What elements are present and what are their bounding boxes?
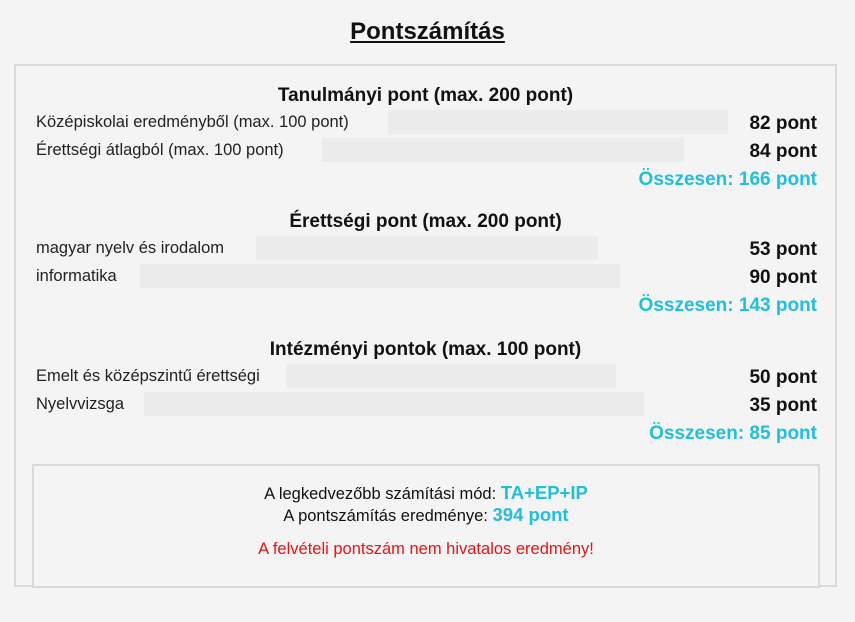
row-label: informatika (36, 267, 117, 285)
score-result-label: A pontszámítás eredménye: (283, 507, 488, 525)
row-label: Középiskolai eredményből (max. 100 pont) (36, 113, 349, 131)
section-institutional-points (16, 336, 835, 448)
row-value: 53 pont (749, 239, 817, 260)
score-row (36, 392, 817, 420)
section-total: Összesen: 143 pont (638, 295, 817, 316)
disclaimer-text: A felvételi pontszám nem hivatalos eredmény! (258, 540, 594, 558)
score-row (36, 364, 817, 392)
row-value: 35 pont (749, 395, 817, 416)
row-label: Emelt és középszintű érettségi (36, 367, 260, 385)
row-value: 90 pont (749, 267, 817, 288)
best-method-value: TA+EP+IP (500, 482, 588, 503)
row-label: Érettségi átlagból (max. 100 pont) (36, 141, 284, 159)
section-title: Intézményi pontok (max. 100 pont) (269, 339, 582, 360)
score-row (36, 236, 817, 264)
row-value: 50 pont (749, 367, 817, 388)
row-band (140, 264, 620, 288)
page-title: Pontszámítás (350, 18, 505, 45)
section-study-points (16, 82, 835, 194)
row-value: 82 pont (749, 113, 817, 134)
score-result-value: 394 pont (492, 504, 569, 525)
row-value: 84 pont (749, 141, 817, 162)
row-band (388, 110, 728, 134)
score-card (14, 64, 837, 587)
section-exam-points (16, 208, 835, 320)
score-row (36, 138, 817, 166)
row-band (256, 236, 598, 260)
row-band (286, 364, 616, 388)
score-row (36, 110, 817, 138)
row-label: Nyelvvizsga (36, 395, 125, 413)
best-method-label: A legkedvezőbb számítási mód: (264, 485, 497, 503)
section-total: Összesen: 166 pont (638, 169, 817, 190)
best-method-line (34, 482, 818, 504)
row-label: magyar nyelv és irodalom (36, 239, 224, 257)
row-band (322, 138, 684, 162)
score-result-line (34, 504, 818, 526)
section-title: Érettségi pont (max. 200 pont) (289, 211, 562, 232)
result-box (32, 464, 820, 588)
score-row (36, 264, 817, 292)
row-band (144, 392, 644, 416)
section-total: Összesen: 85 pont (649, 423, 817, 444)
section-title: Tanulmányi pont (max. 200 pont) (277, 85, 574, 106)
